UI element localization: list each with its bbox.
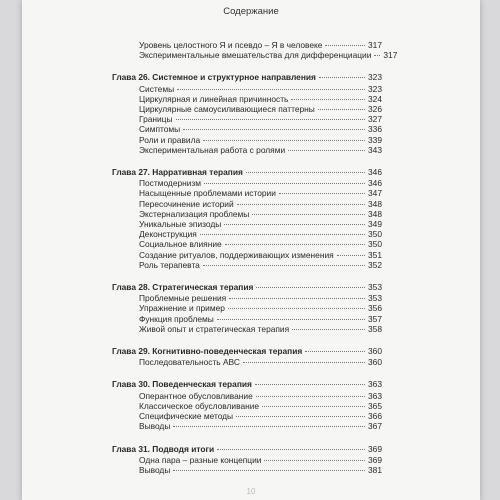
toc-entry-page: 352: [368, 259, 382, 270]
toc-chapter: [112, 379, 382, 431]
toc-entry-page: 323: [368, 83, 382, 94]
toc-entry-title: Роли и правила: [139, 134, 201, 145]
toc-entry-page: 360: [368, 357, 382, 368]
toc-entry-page: 358: [368, 323, 382, 334]
toc-entry: [112, 94, 382, 104]
toc-entry: [112, 114, 382, 124]
dot-leader: [256, 287, 365, 288]
page-number: 10: [246, 487, 256, 496]
toc-entry-title: Циркулярные самоусиливающиеся паттерны: [139, 104, 315, 115]
dot-leader: [288, 150, 365, 151]
toc-entry: [112, 401, 382, 411]
toc-entry-title: Специфические методы: [139, 411, 234, 422]
toc-chapters: [112, 72, 382, 475]
toc-entry-page: 356: [368, 303, 382, 314]
toc-entry: [112, 124, 382, 134]
toc-chapter-heading: [112, 167, 382, 177]
toc-entry: [112, 421, 382, 431]
toc-chapter-heading-page: 363: [368, 379, 382, 390]
toc-entry: [112, 357, 382, 367]
dot-leader: [262, 406, 365, 407]
toc-entry-title: Постмодернизм: [139, 178, 202, 189]
toc-entry: [112, 209, 382, 219]
toc-entry-title: Циркулярная и линейная причинность: [139, 93, 289, 104]
toc-chapter-heading-title: Глава 28. Стратегическая терапия: [112, 282, 254, 293]
toc-entry-title: Пересочинение историй: [139, 198, 234, 209]
dot-leader: [217, 319, 365, 320]
dot-leader: [236, 416, 365, 417]
toc-chapter-heading-page: 346: [368, 167, 382, 178]
toc-entry: [112, 40, 382, 50]
toc-chapter-heading-title: Глава 26. Системное и структурное направления: [112, 72, 316, 83]
toc-entry-page: 350: [368, 229, 382, 240]
dot-leader: [176, 119, 366, 120]
toc-entry-page: 343: [368, 144, 382, 155]
toc-entry-page: 365: [368, 400, 382, 411]
dot-leader: [177, 89, 365, 90]
toc-entry: [112, 455, 382, 465]
toc-entry: [112, 219, 382, 229]
toc-entry: [112, 465, 382, 475]
toc-entry-page: 324: [368, 93, 382, 104]
toc-entry-title: Границы: [139, 114, 173, 125]
toc-entry-page: 339: [368, 134, 382, 145]
toc-entry-title: Оперантное обусловливание: [139, 390, 253, 401]
toc-chapter-heading-title: Глава 27. Нарративная терапия: [112, 167, 243, 178]
toc-chapter-heading-title: Глава 30. Поведенческая терапия: [112, 379, 252, 390]
toc-chapter-heading-page: 323: [368, 72, 382, 83]
toc-chapter-heading: [112, 72, 382, 82]
dot-leader: [204, 183, 365, 184]
toc-entry-page: 326: [368, 104, 382, 115]
toc-entry-title: Экспериментальная работа с ролями: [139, 144, 286, 155]
toc-entry-page: 317: [368, 40, 382, 50]
toc-entry: [112, 188, 382, 198]
toc-entry-title: Выводы: [139, 421, 171, 432]
toc-entry: [112, 50, 398, 61]
toc-entry-page: 346: [368, 178, 382, 189]
toc-entry-title: Экспериментальные вмешательства для дифференциации: [139, 50, 372, 61]
toc-entry: [112, 260, 382, 270]
toc-chapter-heading-page: 369: [368, 443, 382, 454]
toc-entry: [112, 314, 382, 324]
toc-entry: [112, 104, 382, 114]
toc-chapter-heading: [112, 282, 382, 292]
toc-entry-page: 353: [368, 293, 382, 304]
toc-entry-title: Деконструкция: [139, 229, 197, 240]
dot-leader: [224, 224, 365, 225]
toc-entry: [112, 84, 382, 94]
toc-entry-title: Живой опыт и стратегическая терапия: [139, 323, 290, 334]
toc-entry-title: Функция проблемы: [139, 313, 214, 324]
toc-entry-page: 317: [383, 50, 398, 61]
toc-entry-title: Последовательность АВС: [139, 357, 240, 368]
toc-chapter-heading-page: 360: [368, 346, 382, 357]
dot-leader: [255, 384, 365, 385]
dot-leader: [291, 99, 365, 100]
toc-entry-page: 327: [368, 114, 382, 125]
toc-chapter-heading-title: Глава 29. Когнитивно-поведенческая терапия: [112, 346, 303, 357]
toc-entry: [112, 293, 382, 303]
dot-leader: [173, 470, 365, 471]
toc-chapter: [112, 282, 382, 334]
toc-entry-page: 347: [368, 188, 382, 199]
toc-chapter: [112, 72, 382, 155]
toc-entry: [112, 239, 382, 249]
dot-leader: [243, 362, 365, 363]
dot-leader: [173, 426, 365, 427]
toc-entry-page: 349: [368, 219, 382, 230]
toc-entry: [112, 250, 382, 260]
toc-entry-title: Роль терапевта: [139, 259, 200, 270]
toc-entry-page: 350: [368, 239, 382, 250]
toc-entry-page: 357: [368, 313, 382, 324]
toc-entry-title: Выводы: [139, 464, 171, 475]
toc-entry-page: 351: [368, 249, 382, 260]
toc-entry-page: 366: [368, 411, 382, 422]
book-page: [22, 0, 480, 500]
toc-entry-page: 369: [368, 454, 382, 465]
toc-entry: [112, 324, 382, 334]
dot-leader: [217, 449, 365, 450]
toc-chapter-heading-title: Глава 31. Подводя итоги: [112, 443, 215, 454]
toc-entry: [112, 229, 382, 239]
dot-leader: [318, 109, 365, 110]
toc-chapter-heading: [112, 444, 382, 454]
toc-intro: [112, 40, 398, 61]
toc-entry-title: Классическое обусловливание: [139, 400, 260, 411]
toc-entry-title: Одна пара – разные концепции: [139, 454, 262, 465]
toc-chapter-heading: [112, 379, 382, 389]
dot-leader: [305, 351, 365, 352]
dot-leader: [325, 45, 365, 46]
toc-chapter-heading-page: 353: [368, 282, 382, 293]
toc-entry: [112, 199, 382, 209]
dot-leader: [183, 129, 365, 130]
toc-entry-page: 367: [368, 421, 382, 432]
toc-chapter: [112, 167, 382, 270]
dot-leader: [374, 55, 380, 56]
toc-entry-title: Уровень целостного Я и псевдо – Я в человеке: [139, 40, 323, 50]
table-of-contents: [112, 40, 398, 487]
toc-entry-title: Экстернализация проблемы: [139, 208, 250, 219]
dot-leader: [225, 244, 365, 245]
toc-entry-title: Создание ритуалов, поддерживающих изменения: [139, 249, 334, 260]
dot-leader: [246, 172, 365, 173]
toc-entry-page: 336: [368, 124, 382, 135]
dot-leader: [279, 193, 365, 194]
dot-leader: [264, 460, 365, 461]
toc-entry-page: 348: [368, 198, 382, 209]
dot-leader: [337, 255, 365, 256]
dot-leader: [203, 265, 365, 266]
toc-entry-title: Проблемные решения: [139, 293, 227, 304]
dot-leader: [252, 214, 365, 215]
dot-leader: [228, 308, 365, 309]
toc-entry: [112, 303, 382, 313]
dot-leader: [256, 396, 365, 397]
toc-entry: [112, 135, 382, 145]
dot-leader: [229, 298, 365, 299]
toc-chapter: [112, 444, 382, 476]
page-header: Содержание: [223, 6, 279, 17]
toc-entry-page: 363: [368, 390, 382, 401]
dot-leader: [292, 329, 365, 330]
toc-entry-title: Уникальные эпизоды: [139, 219, 222, 230]
toc-entry: [112, 391, 382, 401]
toc-entry-title: Системы: [139, 83, 175, 94]
toc-entry-title: Социальное влияние: [139, 239, 222, 250]
toc-entry-title: Симптомы: [139, 124, 181, 135]
toc-entry: [112, 178, 382, 188]
toc-chapter-heading: [112, 346, 382, 356]
toc-entry-page: 381: [368, 464, 382, 475]
toc-chapter: [112, 346, 382, 367]
toc-entry: [112, 145, 382, 155]
dot-leader: [203, 140, 365, 141]
toc-entry-title: Насыщенные проблемами истории: [139, 188, 276, 199]
toc-entry-title: Упражнение и пример: [139, 303, 225, 314]
toc-entry: [112, 411, 382, 421]
dot-leader: [319, 77, 365, 78]
toc-entry-page: 348: [368, 208, 382, 219]
dot-leader: [237, 204, 365, 205]
dot-leader: [200, 234, 365, 235]
